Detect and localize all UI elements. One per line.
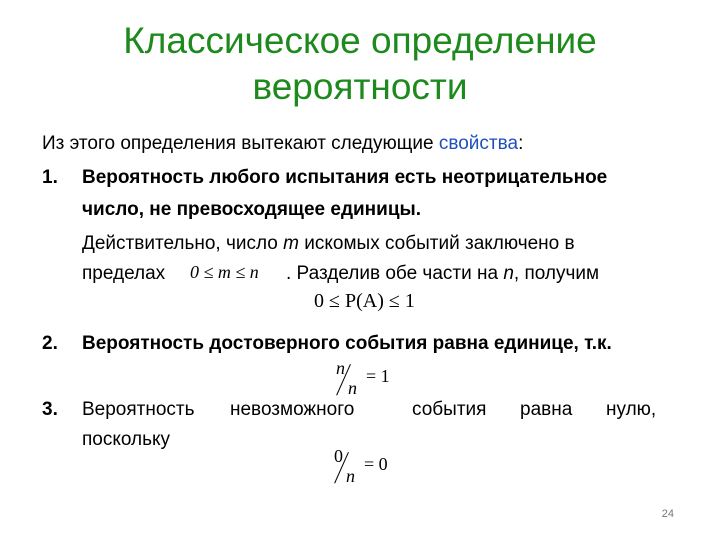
item-1-line-3-after: искомых событий заключено в xyxy=(298,233,575,254)
item-3-line-2: поскольку xyxy=(82,429,171,450)
item-1-line-4-end-before: . Разделив обе части на xyxy=(286,263,504,284)
formula-2-denominator: n xyxy=(348,378,357,398)
item-1-line-1: Вероятность любого испытания есть неотрицательное xyxy=(82,167,608,188)
formula-2-rhs: = 1 xyxy=(366,366,390,386)
intro-highlight: свойства xyxy=(438,133,519,154)
item-3-number: 3. xyxy=(42,399,58,420)
intro-after: : xyxy=(518,133,524,154)
item-3-word-4: равна xyxy=(520,399,573,420)
slide-title xyxy=(0,18,720,110)
formula-bounds: 0 ≤ m ≤ n xyxy=(190,262,259,282)
item-3-word-5: нулю, xyxy=(606,399,657,420)
item-1-var-m: m xyxy=(283,233,299,254)
item-1-line-4-end-after: , получим xyxy=(513,263,600,284)
item-2-text: Вероятность достоверного события равна единице, т.к. xyxy=(82,333,612,354)
item-2-number: 2. xyxy=(42,333,58,354)
item-3-word-2: невозможного xyxy=(230,399,355,420)
item-1-number: 1. xyxy=(42,167,58,188)
item-3-word-1: Вероятность xyxy=(82,399,195,420)
formula-probability: 0 ≤ P(A) ≤ 1 xyxy=(314,290,415,312)
item-1-line-4-start: пределах xyxy=(82,263,166,284)
formula-3-numerator: 0 xyxy=(334,446,343,466)
item-1-line-2: число, не превосходящее единицы. xyxy=(82,199,422,220)
formula-2-numerator: n xyxy=(336,358,345,378)
intro-before: Из этого определения вытекают следующие xyxy=(42,133,439,154)
title-line-2: вероятности xyxy=(252,66,468,107)
formula-3-rhs: = 0 xyxy=(364,454,388,474)
item-1-line-4-end xyxy=(286,262,599,286)
intro-text xyxy=(42,132,523,156)
formula-3-denominator: n xyxy=(346,466,355,486)
item-1-var-n: n xyxy=(503,263,514,284)
item-3-word-3: события xyxy=(412,399,487,420)
title-line-1: Классическое определение xyxy=(123,20,597,61)
page-number: 24 xyxy=(661,508,674,520)
item-1-line-3 xyxy=(82,232,575,256)
item-1-line-3-before: Действительно, число xyxy=(82,233,284,254)
